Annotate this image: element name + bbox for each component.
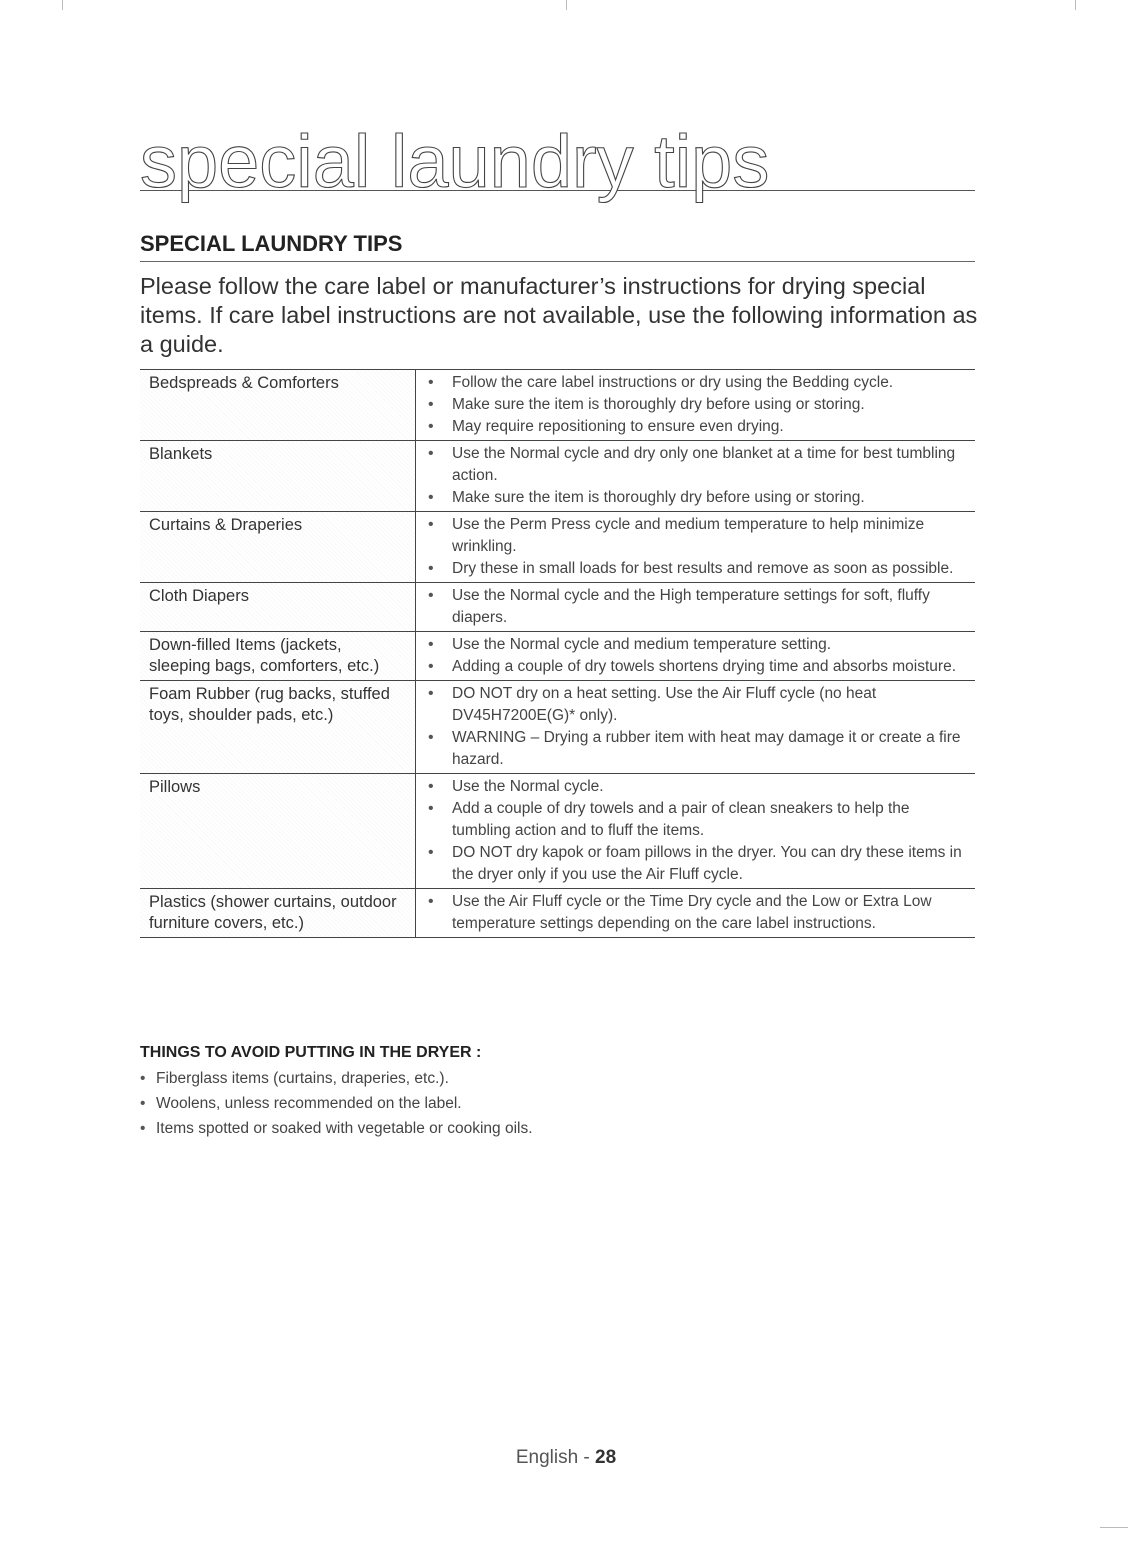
- crop-mark: [62, 0, 63, 10]
- crop-mark: [1075, 0, 1076, 10]
- item-name: Cloth Diapers: [140, 583, 416, 632]
- item-tips: [416, 681, 976, 774]
- tips-row: [140, 512, 975, 583]
- tip-list: [428, 514, 965, 580]
- tip-item: • Use the Normal cycle and the High temperature settings for soft, fluffy diapers.: [428, 585, 965, 629]
- tip-item: • DO NOT dry kapok or foam pillows in the dryer. You can dry these items in the dryer only if you use the Air Fluff cycle.: [428, 842, 965, 886]
- page-title-text: special laundry tips: [140, 120, 770, 203]
- section-heading-text: SPECIAL LAUNDRY TIPS: [140, 231, 403, 256]
- tips-row: [140, 681, 975, 774]
- tip-list: [428, 683, 965, 771]
- tip-item: • Use the Perm Press cycle and medium temperature to help minimize wrinkling.: [428, 514, 965, 558]
- avoid-heading: THINGS TO AVOID PUTTING IN THE DRYER :: [140, 1044, 482, 1061]
- item-name: Foam Rubber (rug backs, stuffed toys, shoulder pads, etc.): [140, 681, 416, 774]
- tip-item: • Dry these in small loads for best results and remove as soon as possible.: [428, 558, 965, 580]
- item-tips: [416, 632, 976, 681]
- tips-row: [140, 889, 975, 938]
- avoid-item: • Fiberglass items (curtains, draperies, etc.).: [140, 1066, 975, 1091]
- tip-item: • Follow the care label instructions or dry using the Bedding cycle.: [428, 372, 965, 394]
- item-name: Bedspreads & Comforters: [140, 370, 416, 441]
- item-name: Curtains & Draperies: [140, 512, 416, 583]
- avoid-item: • Items spotted or soaked with vegetable or cooking oils.: [140, 1116, 975, 1141]
- tips-row: [140, 774, 975, 889]
- footer-language: English -: [515, 1447, 596, 1468]
- tip-item: • Use the Air Fluff cycle or the Time Dry cycle and the Low or Extra Low temperature settings depending on the care label instructions.: [428, 891, 965, 935]
- tip-item: • DO NOT dry on a heat setting. Use the Air Fluff cycle (no heat DV45H7200E(G)* only).: [428, 683, 965, 727]
- item-tips: [416, 583, 976, 632]
- tip-list: [428, 443, 965, 509]
- tip-item: • Use the Normal cycle.: [428, 776, 965, 798]
- item-tips: [416, 512, 976, 583]
- tips-row: [140, 583, 975, 632]
- page-footer: [0, 1447, 1132, 1469]
- tip-item: • Adding a couple of dry towels shortens drying time and absorbs moisture.: [428, 656, 965, 678]
- section-heading: [140, 230, 975, 262]
- item-tips: [416, 370, 976, 441]
- item-name: Down-filled Items (jackets, sleeping bags, comforters, etc.): [140, 632, 416, 681]
- tip-item: • Use the Normal cycle and medium temperature setting.: [428, 634, 965, 656]
- avoid-list: [140, 1066, 975, 1141]
- tip-list: [428, 372, 965, 438]
- tips-row: [140, 441, 975, 512]
- intro-paragraph: Please follow the care label or manufacturer’s instructions for drying special items. If care label instructions are not available, use the following information as a guide.: [140, 273, 978, 357]
- page-title: [140, 120, 975, 203]
- tip-list: [428, 891, 965, 935]
- item-name: Plastics (shower curtains, outdoor furniture covers, etc.): [140, 889, 416, 938]
- tips-row: [140, 632, 975, 681]
- item-name: Pillows: [140, 774, 416, 889]
- tip-item: • Make sure the item is thoroughly dry before using or storing.: [428, 487, 965, 509]
- tip-item: • May require repositioning to ensure even drying.: [428, 416, 965, 438]
- tip-item: • Make sure the item is thoroughly dry before using or storing.: [428, 394, 965, 416]
- tip-list: [428, 634, 965, 678]
- item-tips: [416, 774, 976, 889]
- crop-mark: [566, 0, 567, 10]
- tip-list: [428, 776, 965, 886]
- avoid-section: [140, 1042, 975, 1141]
- tip-list: [428, 585, 965, 629]
- page-number: 28: [595, 1447, 617, 1468]
- tips-table: [140, 369, 975, 938]
- tip-item: • Use the Normal cycle and dry only one blanket at a time for best tumbling action.: [428, 443, 965, 487]
- item-tips: [416, 441, 976, 512]
- tips-row: [140, 370, 975, 441]
- crop-mark: [1100, 1527, 1128, 1528]
- item-tips: [416, 889, 976, 938]
- tip-item: • Add a couple of dry towels and a pair of clean sneakers to help the tumbling action and to fluff the items.: [428, 798, 965, 842]
- avoid-item: • Woolens, unless recommended on the label.: [140, 1091, 975, 1116]
- tip-item: • WARNING – Drying a rubber item with heat may damage it or create a fire hazard.: [428, 727, 965, 771]
- item-name: Blankets: [140, 441, 416, 512]
